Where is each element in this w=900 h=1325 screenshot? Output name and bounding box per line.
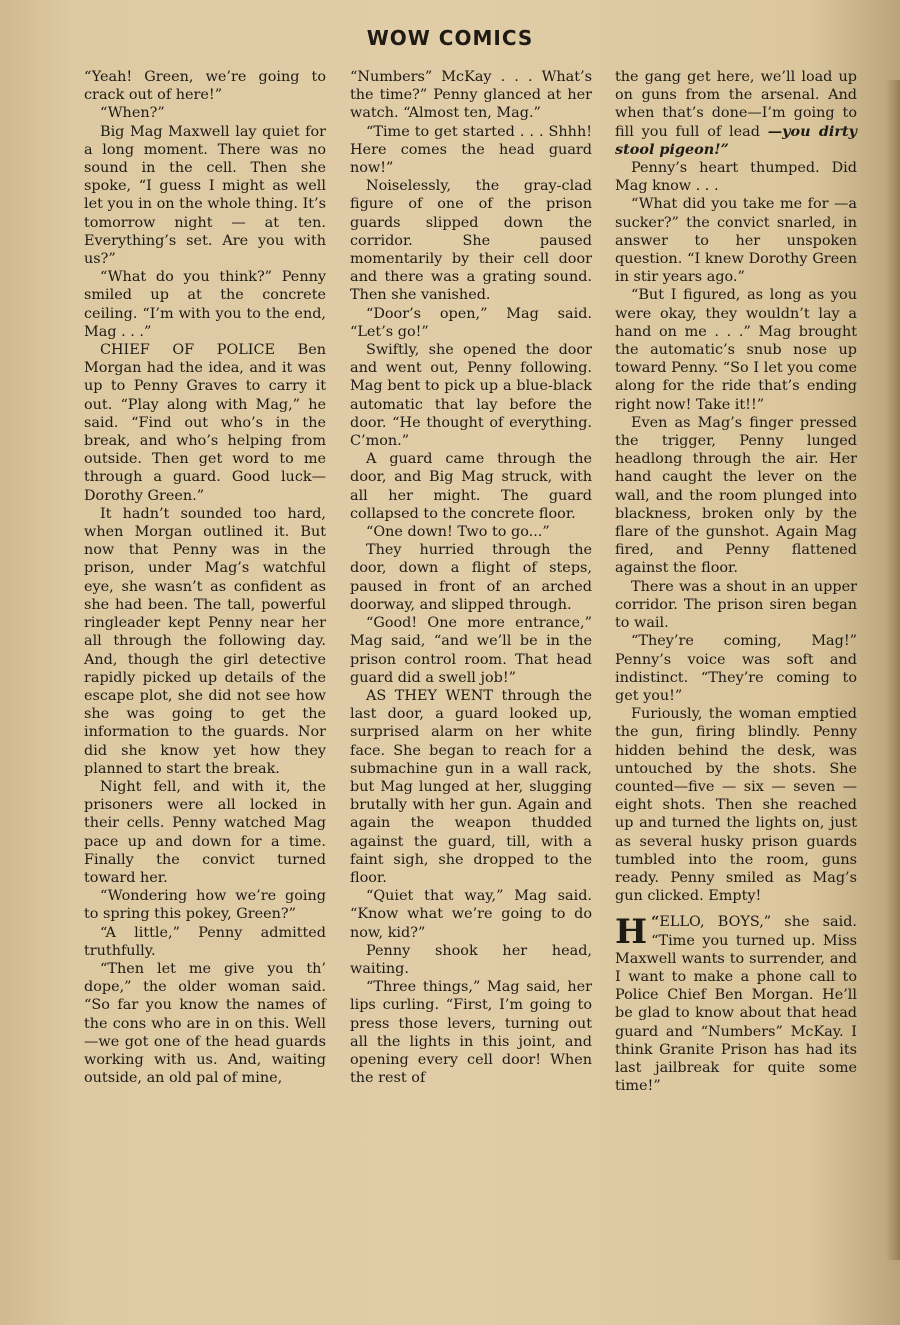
paragraph: Furiously, the woman emptied the gun, firing blindly. Penny hidden behind the desk, was untouched by the shots. She counted—five — six — seven — eight shots. Then she reached up and turned the lights on, just as several husky prison guards tumbled into the room, guns ready. Penny smiled as Mag’s gun clicked. Empty! — [615, 706, 857, 905]
paragraph: Even as Mag’s finger pressed the trigger, Penny lunged headlong through the air. Her hand caught the lever on the wall, and the room plunged into blackness, broken only by the flare of the gunshot. Again Mag fired, and Penny flattened against the floor. — [615, 414, 857, 577]
paragraph: “Good! One more entrance,” Mag said, “and we’ll be in the prison control room. That head guard did a swell job!” — [350, 615, 592, 686]
paragraph-continued — [615, 68, 857, 159]
paragraph: “Time to get started . . . Shhh! Here comes the head guard now!” — [350, 123, 592, 177]
paragraph: “Yeah! Green, we’re going to crack out of here!” — [84, 69, 326, 104]
paragraph: “One down! Two to go...” — [366, 524, 550, 541]
paragraph: Noiselessly, the gray-clad figure of one of the prison guards slipped down the corridor. She paused momentarily by their cell door and there was a grating sound. Then she vanished. — [350, 178, 592, 304]
drop-quote: “ — [651, 913, 660, 931]
text-column-3 — [615, 68, 857, 1095]
paragraph: “Door’s open,” Mag said. “Let’s go!” — [350, 305, 592, 340]
drop-cap: H — [615, 912, 648, 953]
emphasis-text: —you dirty stool pigeon!” — [615, 122, 857, 158]
paragraph: There was a shout in an upper corridor. The prison siren began to wail. — [615, 578, 857, 632]
paragraph: “Quiet that way,” Mag said. “Know what we’re going to do now, kid?” — [350, 888, 592, 941]
paragraph: “A little,” Penny admitted truthfully. — [84, 924, 326, 959]
paragraph-text: the gang get here, we’ll load up on guns from the arsenal. And when that’s done—I’m going to fill you full of lead — [615, 69, 857, 140]
paragraph: “Three things,” Mag said, her lips curling. “First, I’m going to press those levers, turning out all the lights in this joint, and opening every cell door! When the rest of — [350, 979, 592, 1087]
paragraph: Night fell, and with it, the prisoners were all locked in their cells. Penny watched Mag pace up and down for a time. Finally the convict turned toward her. — [84, 778, 326, 886]
paragraph: “What do you think?” Penny smiled up at the concrete ceiling. “I’m with you to the end, Mag . . .” — [84, 269, 326, 340]
page-edge-shadow — [886, 80, 900, 1260]
paragraph: “What did you take me for —a sucker?” the convict snarled, in answer to her unspoken question. “I knew Dorothy Green in stir years ago.” — [615, 196, 857, 286]
paragraph: Penny shook her head, waiting. — [350, 942, 592, 977]
paragraph: “They’re coming, Mag!” Penny’s voice was soft and indistinct. “They’re coming to get you!” — [615, 633, 857, 704]
paragraph: “Then let me give you th’ dope,” the older woman said. “So far you know the names of the cons who are in on this. Well—we got one of the head guards working with us. And, waiting outside, an old pal of mine, — [84, 960, 326, 1087]
paragraph: It hadn’t sounded too hard, when Morgan outlined it. But now that Penny was in the prison, under Mag’s watchful eye, she wasn’t as confident as she had been. The tall, powerful ringleader kept Penny near her all through the following day. And, though the girl detective rapidly picked up details of the escape plot, she did not see how she was going to get the information to the guards. Nor did she know yet how they planned to start the break. — [84, 505, 326, 777]
text-column-1 — [84, 68, 326, 1087]
page-header: WOW COMICS — [366, 26, 534, 50]
paragraph: “Numbers” McKay . . . What’s the time?” Penny glanced at her watch. “Almost ten, Mag.” — [350, 69, 592, 122]
paragraph: CHIEF OF POLICE Ben Morgan had the idea, and it was up to Penny Graves to carry it out. “Play along with Mag,” he said. “Find out who’s in the break, and who’s helping from outside. Then get word to me through a guard. Good luck—Dorothy Green.” — [84, 342, 326, 504]
paragraph: Penny’s heart thumped. Did Mag know . . . — [615, 160, 857, 195]
final-paragraph — [615, 913, 857, 1095]
text-column-2 — [350, 68, 592, 1087]
paragraph: Big Mag Maxwell lay quiet for a long moment. There was no sound in the cell. Then she spoke, “I guess I might as well let you in on the whole thing. It’s tomorrow night — at ten. Everything’s set. Are you with us?” — [84, 123, 326, 268]
paragraph: “But I figured, as long as you were okay, they wouldn’t lay a hand on me . . .” Mag brought the automatic’s snub nose up toward Penny. “So I let you come along for the ride that’s ending right now! Take it!!” — [615, 287, 857, 413]
paragraph: AS THEY WENT through the last door, a guard looked up, surprised alarm on her white face. She began to reach for a submachine gun in a wall rack, but Mag lunged at her, slugging brutally with her gun. Again and again the weapon thudded against the guard, till, with a faint sigh, she dropped to the floor. — [350, 687, 592, 886]
paragraph: “When?” — [100, 105, 165, 122]
paragraph: A guard came through the door, and Big Mag struck, with all her might. The guard collapsed to the concrete floor. — [350, 451, 592, 522]
paragraph: Swiftly, she opened the door and went out, Penny following. Mag bent to pick up a blue-black automatic that lay before the door. “He thought of everything. C’mon.” — [350, 342, 592, 450]
paragraph-text: ELLO, BOYS,” she said. “Time you turned up. Miss Maxwell wants to surrender, and I want to make a phone call to Police Chief Ben Morgan. He’ll be glad to know about that head guard and “Numbers” McKay. I think Granite Prison has had its last jailbreak for quite some time!” — [615, 914, 857, 1095]
paragraph: They hurried through the door, down a flight of steps, paused in front of an arched doorway, and slipped through. — [350, 542, 592, 613]
paragraph: “Wondering how we’re going to spring this pokey, Green?” — [84, 888, 326, 923]
